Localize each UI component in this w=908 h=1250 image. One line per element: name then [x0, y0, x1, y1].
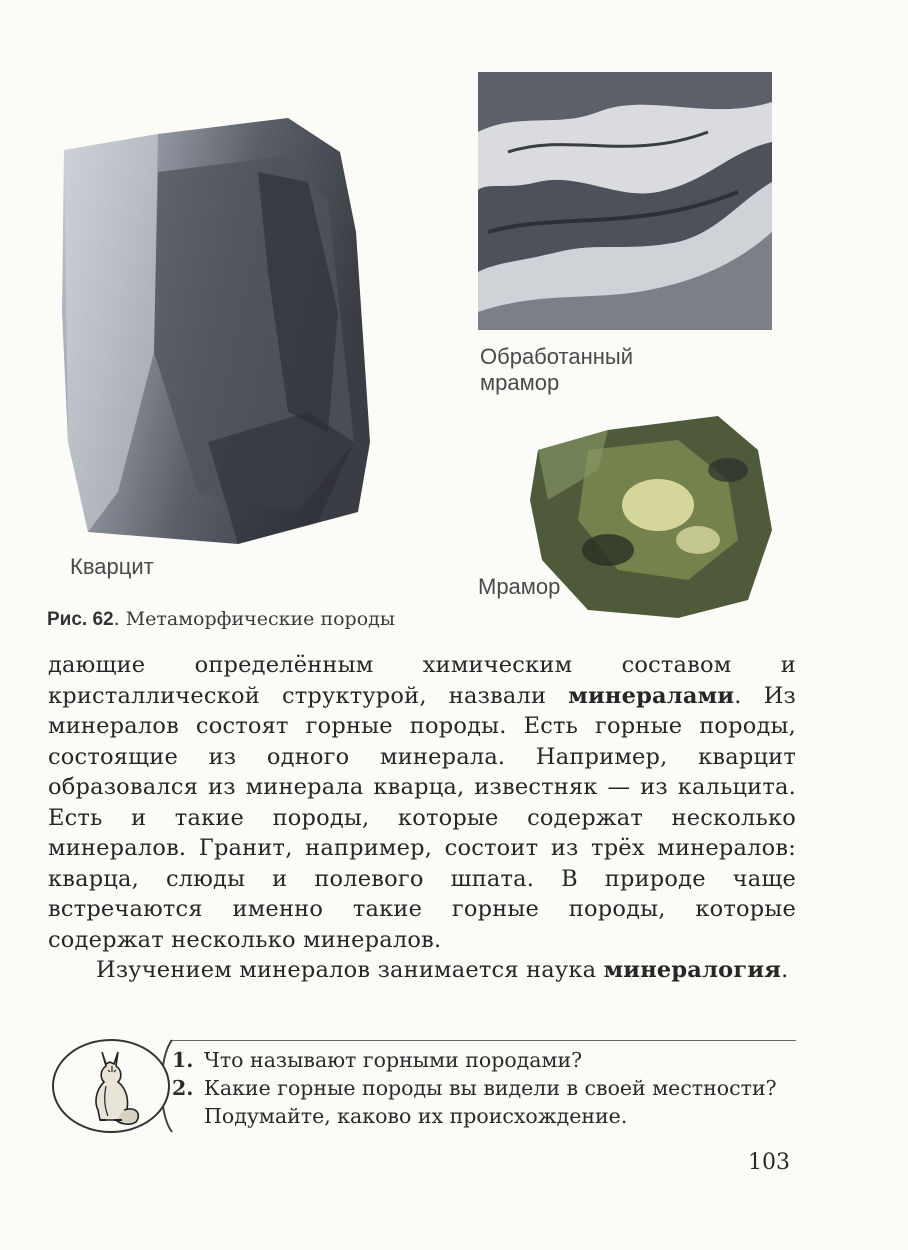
marble-photo: [528, 410, 774, 622]
question-2: [172, 1074, 812, 1130]
marble-caption: Мрамор: [478, 574, 561, 599]
figure-caption-separator: .: [113, 608, 126, 630]
figure-number: Рис. 62: [47, 609, 114, 630]
paragraph-minerals: [48, 650, 796, 955]
questions-rule: [170, 1040, 796, 1041]
processed-marble-caption: Обработанный мрамор: [480, 344, 634, 395]
quartzite-photo: [58, 112, 376, 548]
processed-marble-photo: [478, 72, 772, 330]
question-number: 1.: [172, 1048, 194, 1072]
question-text: Какие горные породы вы видели в своей местности? Подумайте, каково их происхождение.: [204, 1076, 777, 1128]
term-mineralogy: минералогия: [603, 957, 782, 983]
figure-caption-text: Метаморфические породы: [125, 608, 395, 630]
question-1: [172, 1046, 812, 1074]
figure-caption: [47, 608, 395, 631]
p1-text-start: дающие определённым химическим составом и кристаллической структурой, назвали: [48, 652, 796, 709]
quartzite-caption: Кварцит: [70, 554, 154, 579]
p2-text-start: Изучением минералов занимается наука: [96, 957, 604, 983]
body-text: [48, 650, 796, 986]
question-number: 2.: [172, 1076, 194, 1100]
term-minerals: минералами: [568, 682, 735, 709]
fox-icon: [50, 1036, 172, 1136]
page-number: 103: [748, 1150, 790, 1175]
question-text: Что называют горными породами?: [204, 1048, 583, 1072]
paragraph-mineralogy: [48, 955, 796, 986]
p2-text-end: .: [781, 957, 789, 983]
p1-text-end: . Из минералов состоят горные породы. Есть горные породы, состоящие из одного минерала. Например, кварцит образовался из минерала кварца, известняк — из кальцита. Есть и такие породы, которые содержат несколько минералов. Гранит, например, состоит из трёх минералов: кварца, слюды и полевого шпата. В природе чаще встречаются именно такие горные породы, которые содержат несколько минералов.: [48, 682, 797, 953]
questions-list: [172, 1046, 812, 1130]
